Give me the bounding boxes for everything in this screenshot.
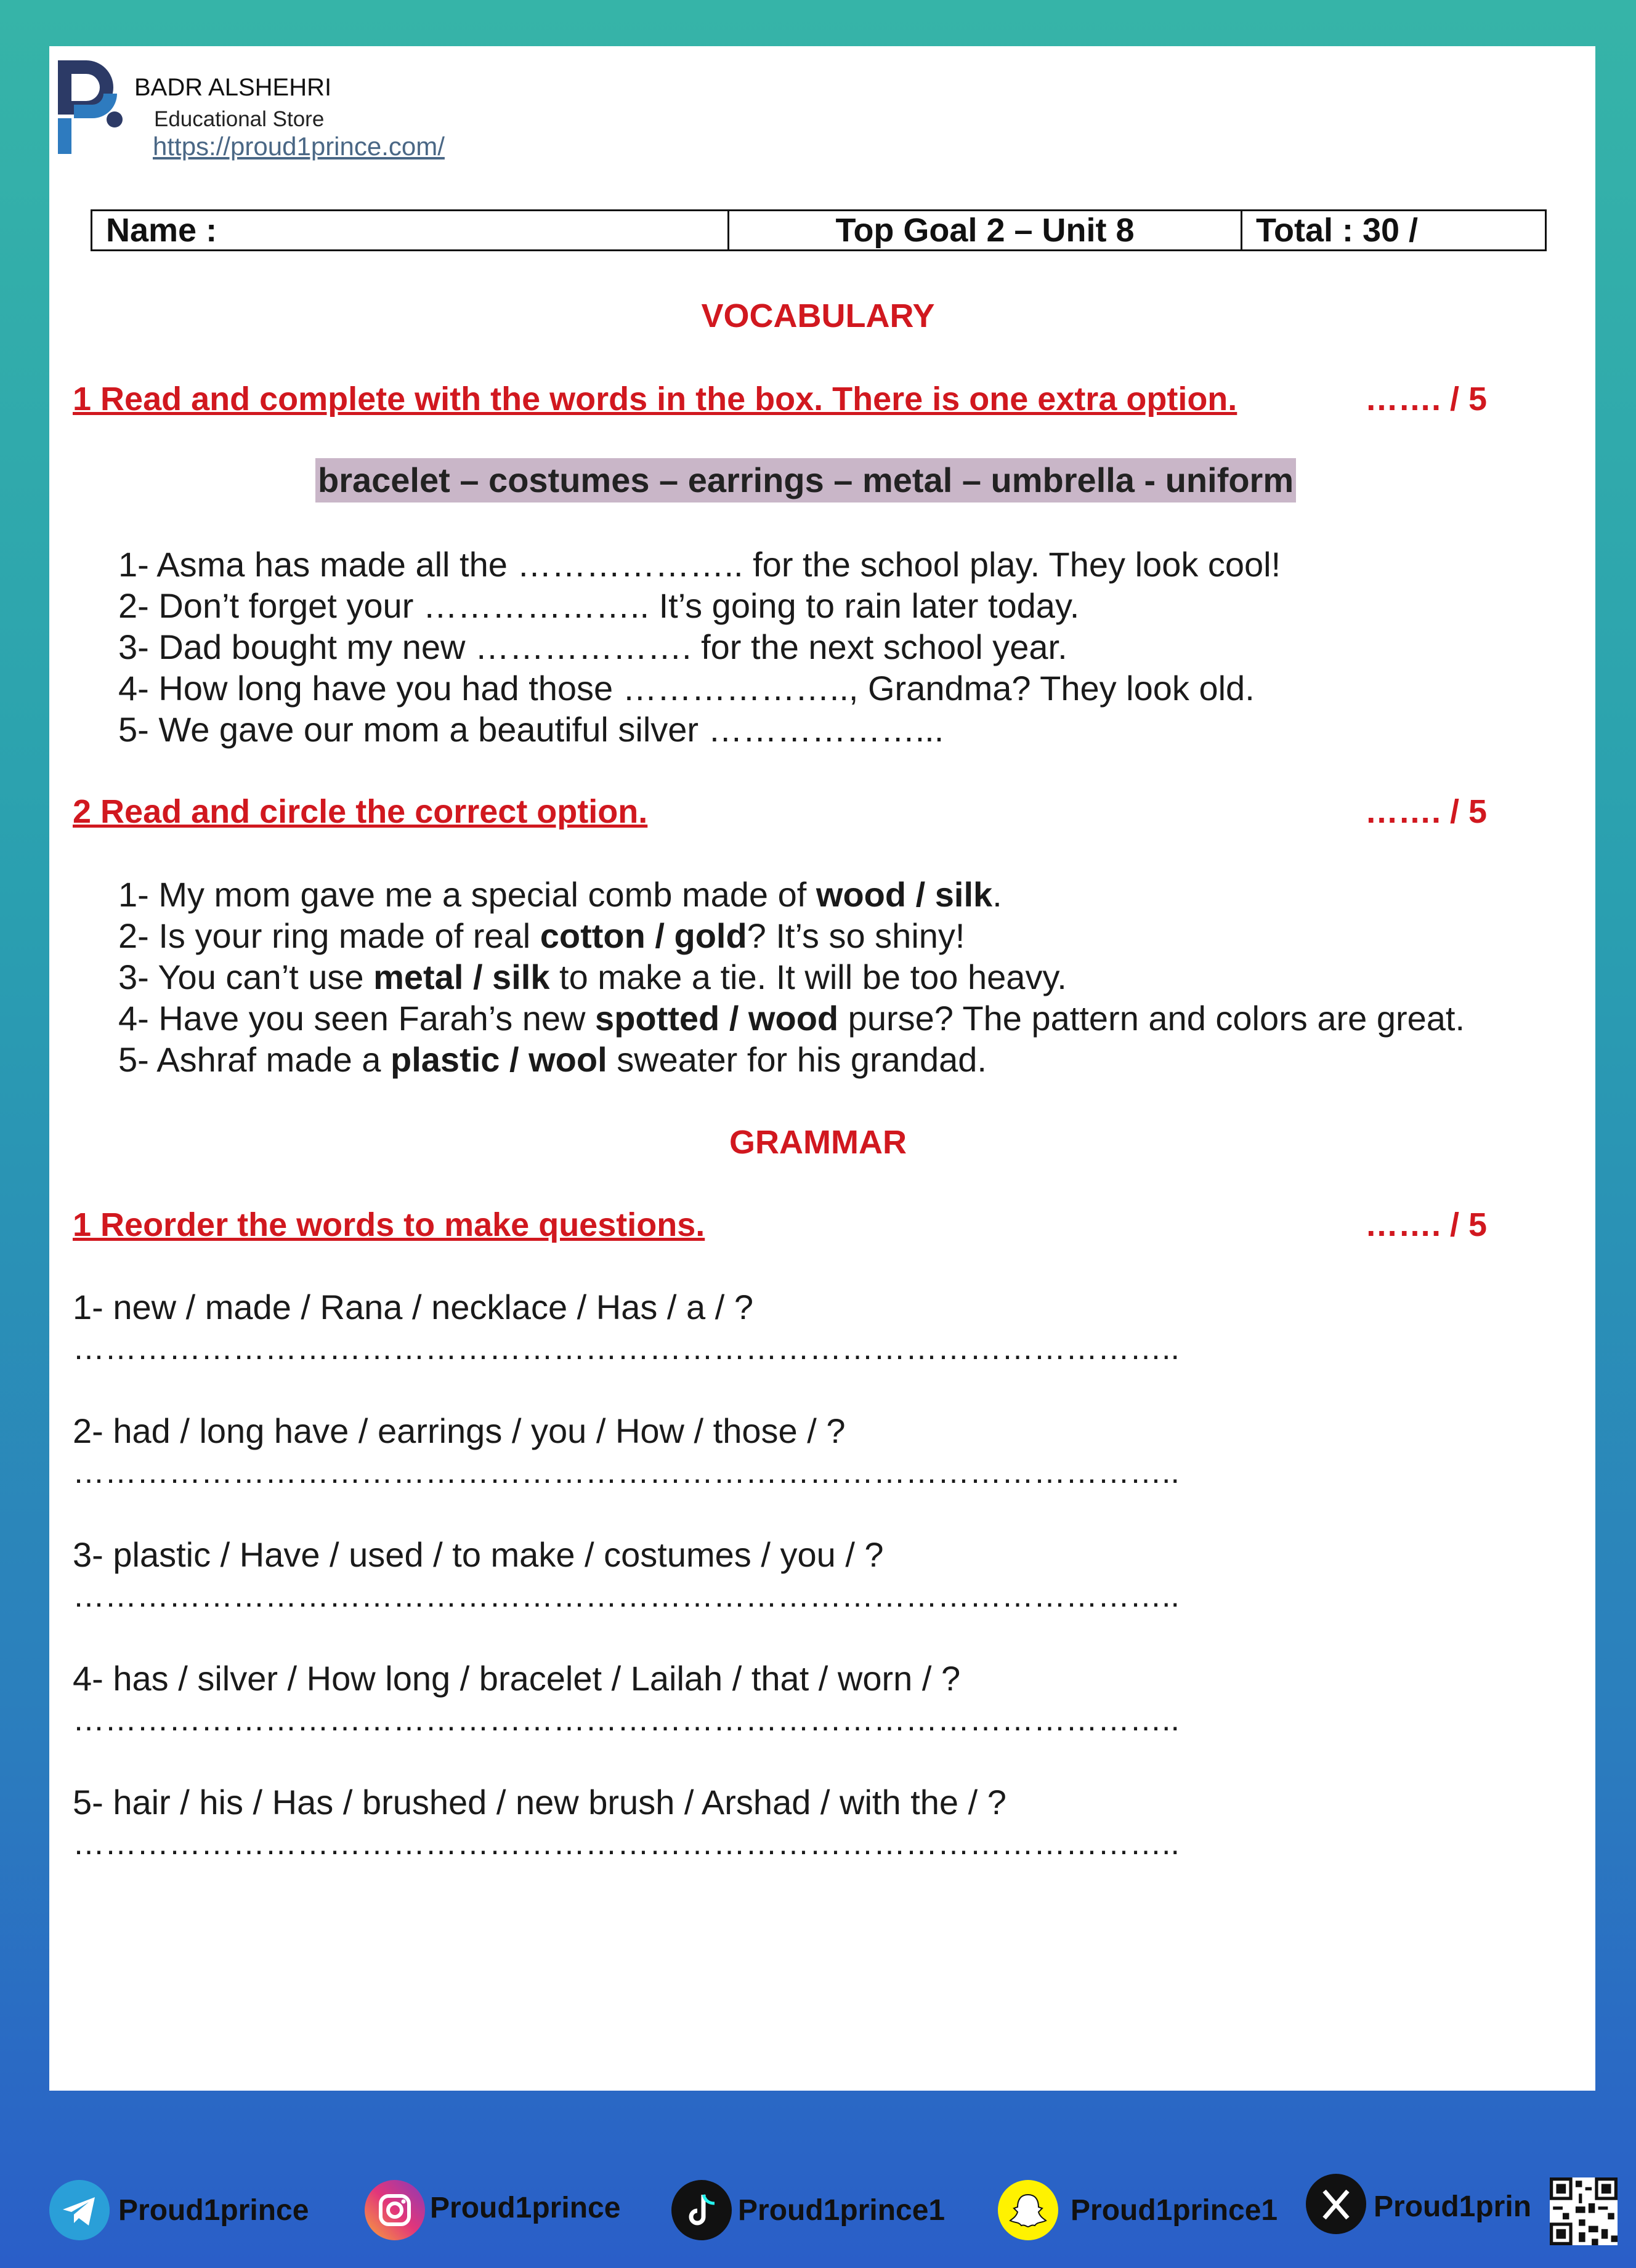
x-handle[interactable]: Proud1prin xyxy=(1374,2190,1532,2223)
answer-line[interactable]: ………………………………………………………………………………………….. xyxy=(73,1826,1180,1862)
grammar-ex1-instruction: 1 Reorder the words to make questions. xyxy=(73,1206,705,1243)
vocab-ex1-instruction: 1 Read and complete with the words in the box. There is one extra option. xyxy=(73,381,1237,418)
brand-url-link[interactable]: https://proud1prince.com/ xyxy=(153,132,445,161)
vocab-ex1-item: 4- How long have you had those ……………….., Grandma? They look old. xyxy=(118,669,1255,708)
answer-line[interactable]: ………………………………………………………………………………………….. xyxy=(73,1331,1180,1366)
vocab-ex1-item: 5- We gave our mom a beautiful silver ………………... xyxy=(118,710,944,749)
grammar-question: 2- had / long have / earrings / you / How / those / ? xyxy=(73,1411,846,1450)
vocab-ex2-item: 1- My mom gave me a special comb made of wood / silk. xyxy=(118,875,1002,914)
header-table xyxy=(91,209,1547,251)
option-pair[interactable]: plastic / wool xyxy=(391,1040,607,1079)
vocab-ex2-item: 5- Ashraf made a plastic / wool sweater for his grandad. xyxy=(118,1040,987,1079)
vocab-ex2-item: 4- Have you seen Farah’s new spotted / wood purse? The pattern and colors are great. xyxy=(118,999,1465,1038)
vocab-ex1-item: 1- Asma has made all the ……………….. for the school play. They look cool! xyxy=(118,545,1281,584)
telegram-icon[interactable] xyxy=(49,2180,110,2240)
grammar-question: 5- hair / his / Has / brushed / new brush / Arshad / with the / ? xyxy=(73,1783,1006,1822)
tiktok-handle[interactable]: Proud1prince1 xyxy=(738,2194,946,2227)
brand-subtitle: Educational Store xyxy=(154,107,325,131)
vocab-ex2-instruction: 2 Read and circle the correct option. xyxy=(73,793,648,830)
vocab-ex2-score: ……. / 5 xyxy=(1365,793,1488,830)
grammar-question: 3- plastic / Have / used / to make / costumes / you / ? xyxy=(73,1535,884,1574)
tiktok-icon[interactable] xyxy=(671,2180,732,2240)
name-field[interactable]: Name : xyxy=(92,211,729,249)
brand-name: BADR ALSHEHRI xyxy=(134,74,332,101)
total-score: Total : 30 / xyxy=(1256,212,1419,249)
word-box: bracelet – costumes – earrings – metal – umbrella - uniform xyxy=(315,458,1296,502)
telegram-handle[interactable]: Proud1prince xyxy=(118,2194,309,2227)
vocab-ex1-score: ……. / 5 xyxy=(1365,381,1488,418)
option-pair[interactable]: metal / silk xyxy=(373,958,550,996)
grammar-question: 4- has / silver / How long / bracelet / Lailah / that / worn / ? xyxy=(73,1659,961,1698)
grammar-question: 1- new / made / Rana / necklace / Has / a / ? xyxy=(73,1288,753,1326)
option-pair[interactable]: wood / silk xyxy=(816,875,993,914)
vocab-ex1-item: 3- Dad bought my new ………………. for the next school year. xyxy=(118,628,1067,666)
x-icon[interactable] xyxy=(1306,2174,1366,2234)
badr-logo-icon xyxy=(55,58,132,156)
snapchat-icon[interactable] xyxy=(998,2180,1058,2240)
vocab-ex2-item: 2- Is your ring made of real cotton / gold? It’s so shiny! xyxy=(118,916,965,955)
answer-line[interactable]: ………………………………………………………………………………………….. xyxy=(73,1455,1180,1490)
vocabulary-heading: VOCABULARY xyxy=(701,297,935,334)
vocab-ex1-item: 2- Don’t forget your ……………….. It’s going to rain later today. xyxy=(118,586,1080,625)
instagram-icon[interactable] xyxy=(365,2180,425,2240)
qr-code-icon xyxy=(1550,2177,1618,2245)
vocab-ex2-item: 3- You can’t use metal / silk to make a tie. It will be too heavy. xyxy=(118,958,1067,996)
grammar-heading: GRAMMAR xyxy=(729,1124,907,1161)
option-pair[interactable]: spotted / wood xyxy=(595,999,839,1038)
unit-title: Top Goal 2 – Unit 8 xyxy=(729,211,1242,249)
grammar-ex1-score: ……. / 5 xyxy=(1365,1206,1488,1243)
option-pair[interactable]: cotton / gold xyxy=(540,916,747,955)
snapchat-handle[interactable]: Proud1prince1 xyxy=(1071,2194,1278,2227)
answer-line[interactable]: ………………………………………………………………………………………….. xyxy=(73,1578,1180,1614)
instagram-handle[interactable]: Proud1prince xyxy=(430,2192,621,2224)
answer-line[interactable]: ………………………………………………………………………………………….. xyxy=(73,1702,1180,1738)
